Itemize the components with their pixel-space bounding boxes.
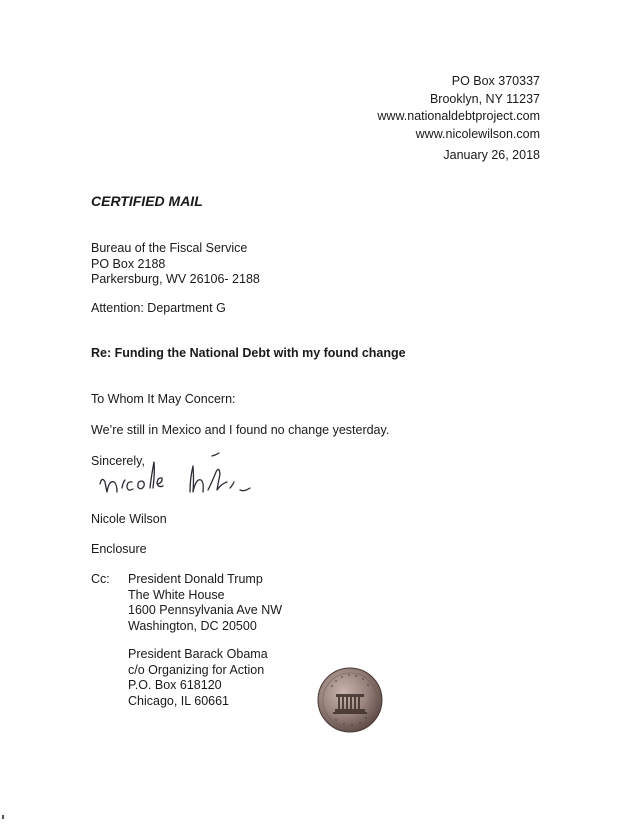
- penny-coin-image: [316, 666, 384, 734]
- scan-artifact-mark: [2, 815, 4, 819]
- cc-line: c/o Organizing for Action: [128, 662, 265, 677]
- cc-recipient-obama: [128, 647, 268, 709]
- recipient-name: Bureau of the Fiscal Service: [91, 241, 248, 255]
- certified-mail-heading: CERTIFIED MAIL: [91, 193, 203, 209]
- cc-line: The White House: [128, 587, 225, 602]
- letter-body: We’re still in Mexico and I found no change yesterday.: [91, 423, 390, 437]
- enclosure-note: Enclosure: [91, 542, 147, 556]
- subject-line: Re: Funding the National Debt with my found change: [91, 346, 406, 360]
- sender-city-state-zip: Brooklyn, NY 11237: [429, 91, 540, 106]
- sender-po-box: PO Box 370337: [451, 74, 540, 88]
- sender-address-block: [377, 73, 540, 143]
- closing: Sincerely,: [91, 454, 145, 468]
- cc-line: Washington, DC 20500: [128, 618, 257, 633]
- attention-line: Attention: Department G: [91, 301, 226, 315]
- cc-line: 1600 Pennsylvania Ave NW: [128, 603, 283, 617]
- recipient-address-block: [91, 241, 260, 288]
- sender-website-national-debt: www.nationaldebtproject.com: [377, 109, 540, 123]
- salutation: To Whom It May Concern:: [91, 392, 236, 406]
- sender-website-personal: www.nicolewilson.com: [415, 126, 540, 141]
- handwritten-signature: [92, 446, 262, 508]
- cc-line: President Barack Obama: [128, 647, 268, 661]
- recipient-city-state-zip: Parkersburg, WV 26106- 2188: [91, 272, 260, 286]
- cc-line: President Donald Trump: [128, 572, 263, 586]
- cc-label: Cc:: [91, 572, 110, 586]
- cc-recipient-trump: [128, 572, 282, 634]
- cc-line: Chicago, IL 60661: [128, 693, 230, 708]
- letter-date: January 26, 2018: [443, 148, 540, 162]
- signer-name: Nicole Wilson: [91, 512, 167, 526]
- cc-line: P.O. Box 618120: [128, 678, 222, 692]
- recipient-po-box: PO Box 2188: [91, 256, 166, 271]
